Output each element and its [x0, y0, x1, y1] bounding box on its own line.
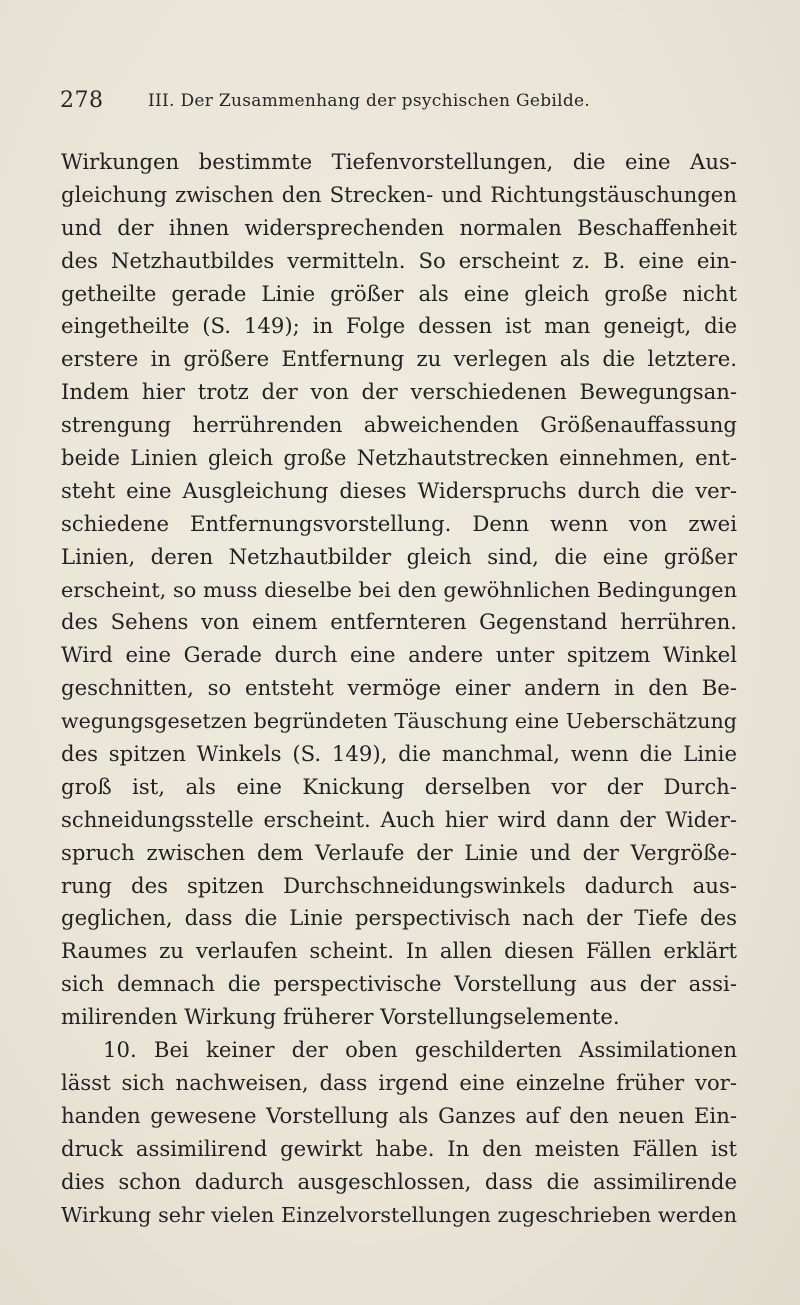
- text-line: geglichen, dass die Linie perspectivisch nach der Tiefe des: [61, 905, 737, 931]
- text-line: spruch zwischen dem Verlaufe der Linie und der Vergröße-: [61, 839, 737, 865]
- text-line: sich demnach die perspectivische Vorstellung aus der assi-: [61, 971, 737, 997]
- paragraph-start-line: 10. Bei keiner der oben geschilderten Assimilationen: [103, 1037, 737, 1063]
- text-line: eingetheilte (S. 149); in Folge dessen ist man geneigt, die: [61, 313, 737, 339]
- page-number: 278: [60, 88, 104, 113]
- text-line: Raumes zu verlaufen scheint. In allen diesen Fällen erklärt: [61, 938, 737, 964]
- text-line: wegungsgesetzen begründeten Täuschung eine Ueberschätzung: [61, 709, 737, 734]
- text-line: rung des spitzen Durchschneidungswinkels dadurch aus-: [61, 872, 737, 898]
- text-line: Indem hier trotz der von der verschiedenen Bewegungsan-: [61, 379, 737, 405]
- text-line: geschnitten, so entsteht vermöge einer andern in den Be-: [61, 675, 737, 701]
- text-line: handen gewesene Vorstellung als Ganzes auf den neuen Ein-: [61, 1102, 737, 1128]
- text-line: strengung herrührenden abweichenden Größenauffassung: [61, 412, 737, 438]
- text-line: dies schon dadurch ausgeschlossen, dass die assimilirende: [61, 1168, 737, 1194]
- text-line: Linien, deren Netzhautbilder gleich sind, die eine größer: [61, 543, 737, 569]
- text-line: Wirkung sehr vielen Einzelvorstellungen zugeschrieben werden: [61, 1202, 737, 1227]
- text-line: schneidungsstelle erscheint. Auch hier wird dann der Wider-: [61, 806, 737, 832]
- text-line: beide Linien gleich große Netzhautstrecken einnehmen, ent-: [61, 445, 737, 471]
- text-line: gleichung zwischen den Strecken- und Richtungstäuschungen: [61, 181, 737, 207]
- text-line: des Netzhautbildes vermitteln. So erscheint z. B. eine ein-: [61, 247, 737, 273]
- running-head: III. Der Zusammenhang der psychischen Gebilde.: [148, 91, 591, 111]
- text-line: des Sehens von einem entfernteren Gegenstand herrühren.: [61, 609, 737, 635]
- body-text: [61, 146, 737, 1231]
- text-line: und der ihnen widersprechenden normalen Beschaffenheit: [61, 214, 737, 240]
- text-line: steht eine Ausgleichung dieses Widerspruchs durch die ver-: [61, 477, 737, 503]
- text-line: groß ist, als eine Knickung derselben vor der Durch-: [61, 773, 737, 799]
- paragraph-end-line: milirenden Wirkung früherer Vorstellungselemente.: [61, 1004, 620, 1030]
- text-line: erscheint, so muss dieselbe bei den gewöhnlichen Bedingungen: [61, 577, 737, 602]
- text-line: getheilte gerade Linie größer als eine gleich große nicht: [61, 280, 737, 306]
- text-line: lässt sich nachweisen, dass irgend eine einzelne früher vor-: [61, 1069, 737, 1095]
- text-line: druck assimilirend gewirkt habe. In den meisten Fällen ist: [61, 1135, 737, 1161]
- text-line: erstere in größere Entfernung zu verlegen als die letztere.: [61, 346, 737, 372]
- text-line: schiedene Entfernungsvorstellung. Denn wenn von zwei: [61, 510, 737, 536]
- text-line: Wirkungen bestimmte Tiefenvorstellungen, die eine Aus-: [61, 149, 737, 174]
- text-line: des spitzen Winkels (S. 149), die manchmal, wenn die Linie: [61, 741, 737, 767]
- page-header: [60, 88, 750, 128]
- text-line: Wird eine Gerade durch eine andere unter spitzem Winkel: [61, 642, 737, 668]
